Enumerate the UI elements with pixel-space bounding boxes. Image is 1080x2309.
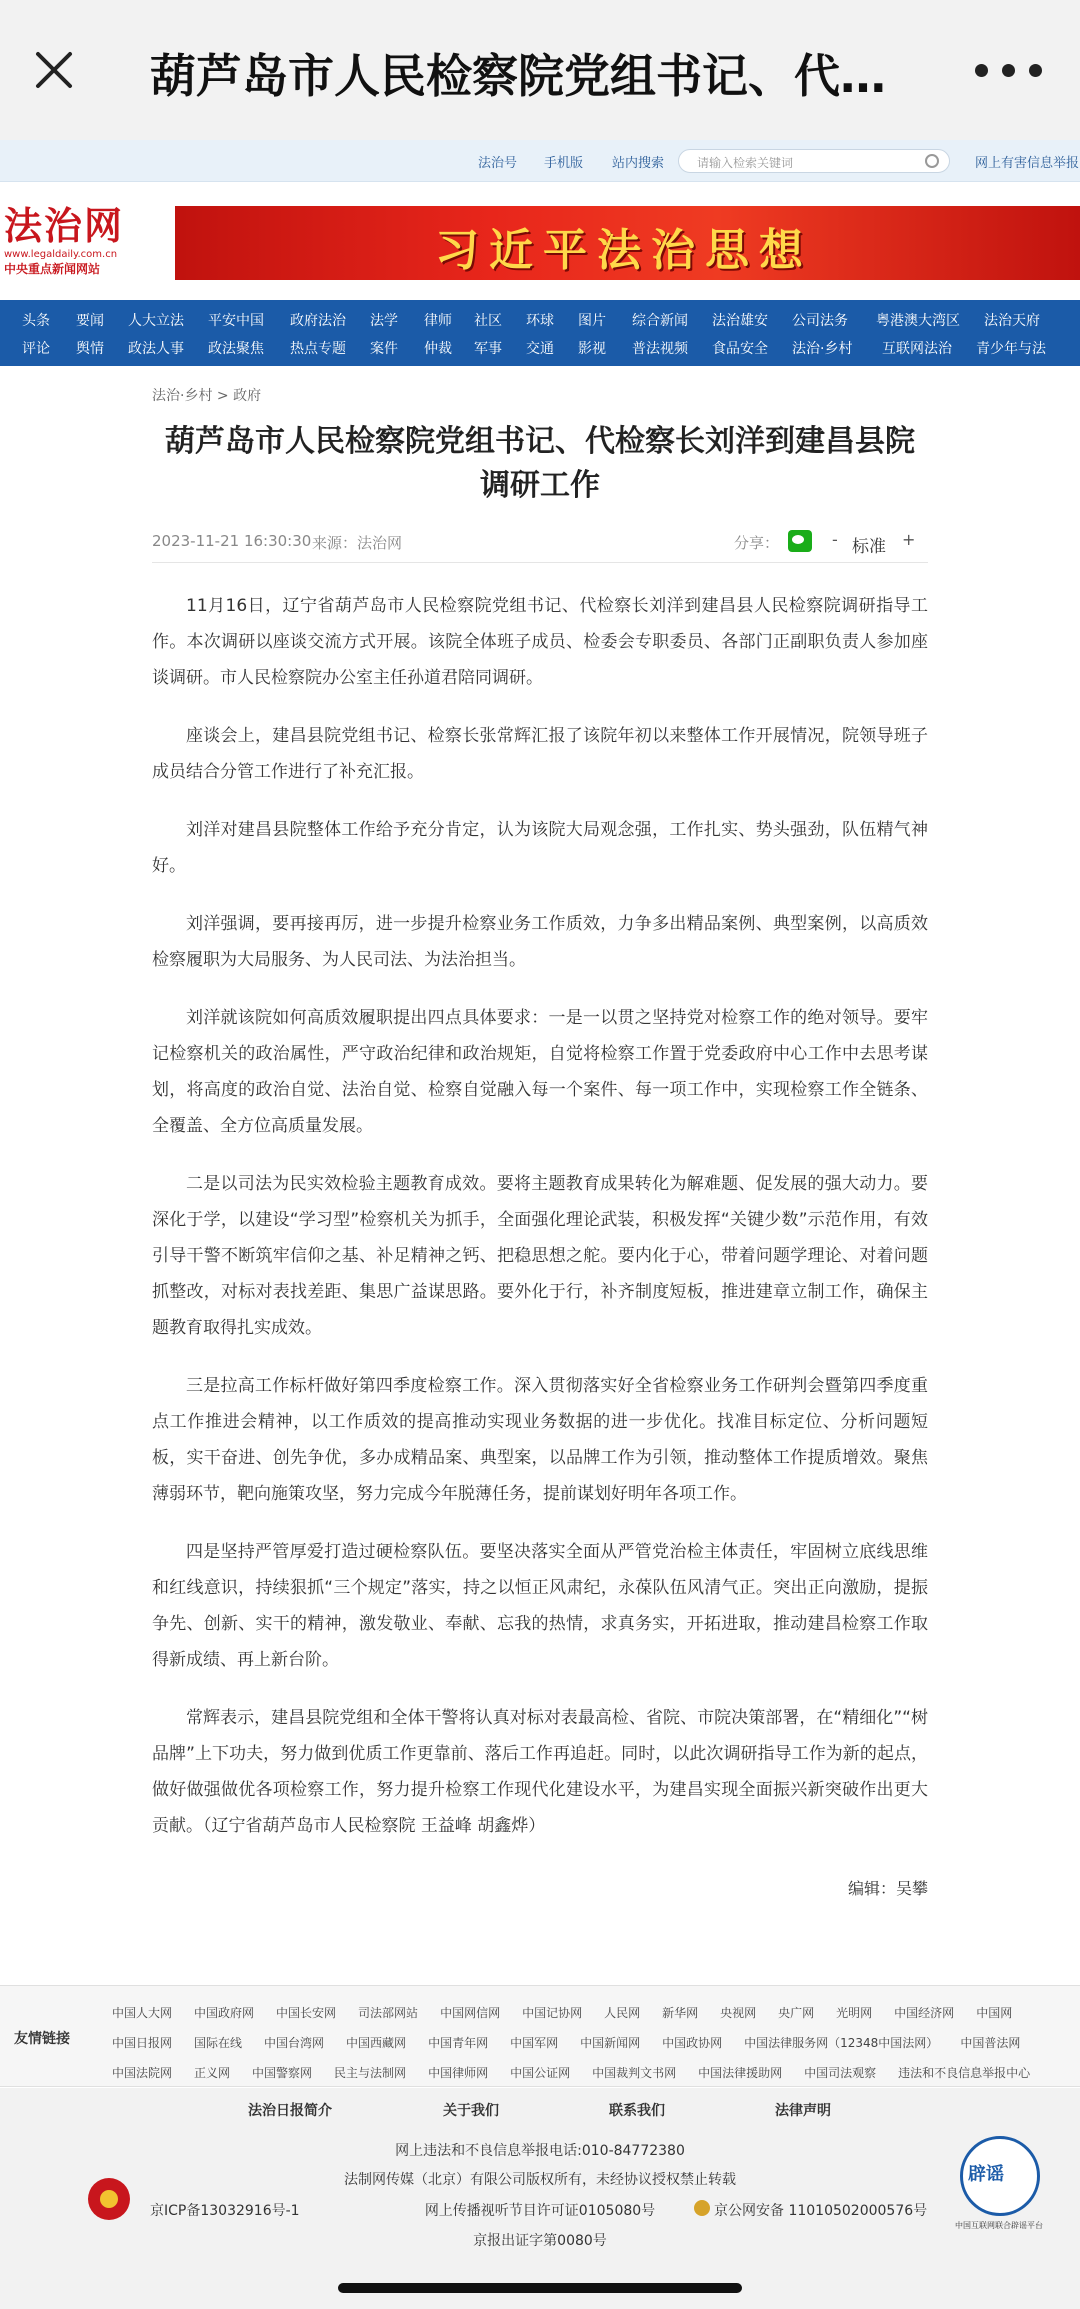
article-paragraph: 常辉表示，建昌县院党组和全体干警将认真对标对表最高检、省院、市院决策部署，在“精细化”“树品牌”上下功夫，努力做到优质工作更靠前、落后工作再追赶。同时，以此次调研指导工作为新的起点，做好做强做优各项检察工作，努力提升检察工作现代化建设水平，为建昌实现全面振兴新突破作出更大贡献。（辽宁省葫芦岛市人民检察院 王益峰 胡鑫烨） — [152, 1708, 928, 1836]
friend-link[interactable]: 国际在线 — [194, 2036, 243, 2050]
publish-date: 2023-11-21 16:30:30 — [152, 532, 312, 550]
nav-item[interactable]: 环球 — [526, 313, 554, 329]
friend-link[interactable]: 中国普法网 — [960, 2036, 1021, 2050]
nav-item[interactable]: 法治·乡村 — [792, 341, 853, 357]
friend-link[interactable]: 中国律师网 — [428, 2066, 489, 2080]
friend-link[interactable]: 司法部网站 — [358, 2006, 419, 2020]
police-badge-icon — [694, 2200, 710, 2216]
friend-links-row — [112, 1998, 1072, 2028]
friend-link[interactable]: 中国网信网 — [440, 2006, 501, 2020]
nav-item[interactable]: 社区 — [474, 313, 502, 329]
nav-item[interactable]: 政府法治 — [290, 313, 346, 329]
close-icon[interactable] — [32, 48, 76, 92]
friend-link[interactable]: 中国政协网 — [662, 2036, 723, 2050]
nav-item[interactable]: 平安中国 — [208, 313, 264, 329]
search-input[interactable]: 请输入检索关键词 — [678, 149, 950, 173]
friend-link[interactable]: 民主与法制网 — [334, 2066, 407, 2080]
friend-link[interactable]: 违法和不良信息举报中心 — [898, 2066, 1031, 2080]
breadcrumb[interactable]: 法治·乡村 > 政府 — [152, 388, 262, 404]
nav-item[interactable]: 军事 — [474, 341, 502, 357]
home-indicator[interactable] — [338, 2283, 742, 2293]
article-paragraph: 三是拉高工作标杆做好第四季度检察工作。深入贯彻落实好全省检察业务工作研判会暨第四季度重点工作推进会精神，以工作质效的提高推动实现业务数据的进一步优化。找准目标定位、分析问题短板，实干奋进、创先争优，多办成精品案、典型案，以品牌工作为引领，推动整体工作提质增效。聚焦薄弱环节，靶向施策攻坚，努力完成今年脱薄任务，提前谋划好明年各项工作。 — [152, 1376, 928, 1504]
friend-link[interactable]: 中国台湾网 — [264, 2036, 325, 2050]
fazhihao-link[interactable]: 法治号 — [478, 156, 518, 171]
nav-item[interactable]: 政法人事 — [128, 341, 184, 357]
friend-link[interactable]: 央广网 — [778, 2006, 815, 2020]
friend-link[interactable]: 中国司法观察 — [804, 2066, 877, 2080]
font-size-label: 标准 — [852, 537, 886, 557]
article-meta — [152, 530, 928, 557]
article-title: 葫芦岛市人民检察院党组书记、代检察长刘洋到建昌县院调研工作 — [165, 424, 915, 503]
friend-link[interactable]: 中国长安网 — [276, 2006, 337, 2020]
friend-link[interactable]: 中国经济网 — [894, 2006, 955, 2020]
friend-links-row — [112, 2028, 1072, 2058]
friend-link[interactable]: 中国警察网 — [252, 2066, 313, 2080]
friend-link[interactable]: 中国法律服务网（12348中国法网） — [744, 2036, 939, 2050]
font-increase-button[interactable]: + — [902, 530, 916, 549]
press-license: 京报出证字第0080号 — [473, 2233, 607, 2249]
friend-link[interactable]: 中国西藏网 — [346, 2036, 407, 2050]
friend-links-list — [112, 1998, 1072, 2088]
nav-row-1 — [0, 306, 1080, 334]
utility-bar — [0, 140, 1080, 182]
nav-item[interactable]: 综合新闻 — [632, 313, 688, 329]
friend-link[interactable]: 中国青年网 — [428, 2036, 489, 2050]
nav-item[interactable]: 粤港澳大湾区 — [876, 313, 960, 329]
share-label: 分享： — [734, 534, 780, 552]
divider — [152, 562, 928, 563]
wechat-icon[interactable] — [788, 530, 812, 552]
police-record[interactable]: 京公网安备 11010502000576号 — [714, 2203, 928, 2219]
nav-item[interactable]: 政法聚焦 — [208, 341, 264, 357]
friend-link[interactable]: 中国政府网 — [194, 2006, 255, 2020]
main-nav — [0, 300, 1080, 366]
nav-row-2 — [0, 334, 1080, 362]
footer-link[interactable]: 法治日报简介 — [248, 2103, 332, 2119]
copyright: 法制网传媒（北京）有限公司版权所有，未经协议授权禁止转载 — [344, 2172, 736, 2188]
nav-item[interactable]: 人大立法 — [128, 313, 184, 329]
rumor-refute-label: 辟谣 — [968, 2164, 1004, 2185]
article-paragraph: 刘洋就该院如何高质效履职提出四点具体要求：一是一以贯之坚持党对检察工作的绝对领导。要牢记检察机关的政治属性，严守政治纪律和政治规矩，自觉将检察工作置于党委政府中心工作中去思考谋划，将高度的政治自觉、法治自觉、检察自觉融入每一个案件、每一项工作中，实现检察工作全链条、全覆盖、全方位高质量发展。 — [152, 1008, 928, 1136]
nav-item[interactable]: 青少年与法 — [976, 341, 1046, 357]
article-source: 来源：法治网 — [312, 534, 403, 552]
nav-item[interactable]: 案件 — [370, 341, 398, 357]
article-body — [152, 588, 928, 1866]
browser-top-bar — [0, 0, 1080, 140]
page-title: 葫芦岛市人民检察院党组书记、代… — [150, 49, 886, 103]
nav-item[interactable]: 评论 — [22, 341, 50, 357]
site-header — [0, 182, 1080, 292]
report-phone: 网上违法和不良信息举报电话:010-84772380 — [395, 2143, 685, 2159]
site-footer — [0, 2088, 1080, 2309]
nav-item[interactable]: 头条 — [22, 313, 50, 329]
nav-item[interactable]: 图片 — [578, 313, 606, 329]
article-paragraph: 刘洋强调，要再接再厉，进一步提升检察业务工作质效，力争多出精品案例、典型案例，以高质效检察履职为大局服务、为人民司法、为法治担当。 — [152, 914, 928, 970]
nav-item[interactable]: 要闻 — [76, 313, 104, 329]
banner[interactable]: 习近平法治思想 — [175, 206, 1080, 280]
nav-item[interactable]: 普法视频 — [632, 341, 688, 357]
nav-item[interactable]: 舆情 — [76, 341, 104, 357]
nav-item[interactable]: 互联网法治 — [882, 341, 952, 357]
friend-link[interactable]: 中国日报网 — [112, 2036, 173, 2050]
article-paragraph: 二是以司法为民实效检验主题教育成效。要将主题教育成果转化为解难题、促发展的强大动力。要深化于学，以建设“学习型”检察机关为抓手，全面强化理论武装，积极发挥“关键少数”示范作用，有效引导干警不断筑牢信仰之基、补足精神之钙、把稳思想之舵。要内化于心，带着问题学理论、对着问题抓整改，对标对表找差距、集思广益谋思路。要外化于行，补齐制度短板，推进建章立制工作，确保主题教育取得扎实成效。 — [152, 1174, 928, 1338]
font-decrease-button[interactable]: - — [832, 530, 838, 549]
nav-item[interactable]: 影视 — [578, 341, 606, 357]
site-logo[interactable]: 法治网 www.legaldaily.com.cn 中央重点新闻网站 — [4, 203, 125, 276]
site-search-label: 站内搜索 — [612, 156, 665, 171]
report-link[interactable]: 网上有害信息举报 — [975, 156, 1080, 171]
nav-item[interactable]: 交通 — [526, 341, 554, 357]
friend-link[interactable]: 人民网 — [604, 2006, 641, 2020]
friend-links-label: 友情链接 — [14, 2031, 70, 2047]
friend-link[interactable]: 中国公证网 — [510, 2066, 571, 2080]
friend-link[interactable]: 中国法院网 — [112, 2066, 173, 2080]
nav-item[interactable]: 公司法务 — [792, 313, 848, 329]
article-paragraph: 座谈会上，建昌县院党组书记、检察长张常辉汇报了该院年初以来整体工作开展情况，院领导班子成员结合分管工作进行了补充汇报。 — [152, 726, 928, 782]
friend-links-row — [112, 2058, 1072, 2088]
editor-credit: 编辑：吴攀 — [847, 1879, 928, 1898]
friend-link[interactable]: 中国新闻网 — [580, 2036, 641, 2050]
nav-item[interactable]: 法治天府 — [984, 313, 1040, 329]
friend-link[interactable]: 中国裁判文书网 — [592, 2066, 677, 2080]
friend-link[interactable]: 中国记协网 — [522, 2006, 583, 2020]
article-paragraph: 刘洋对建昌县院整体工作给予充分肯定，认为该院大局观念强，工作扎实、势头强劲，队伍精气神好。 — [152, 820, 928, 876]
footer-link[interactable]: 联系我们 — [609, 2103, 665, 2119]
nav-item[interactable]: 律师 — [424, 313, 452, 329]
nav-item[interactable]: 食品安全 — [712, 341, 768, 357]
rumor-refute-sub: 中国互联网联合辟谣平台 — [955, 2221, 1043, 2230]
icp-number[interactable]: 京ICP备13032916号-1 — [150, 2203, 300, 2219]
nav-item[interactable]: 仲裁 — [424, 341, 452, 357]
more-icon[interactable] — [975, 62, 1065, 82]
search-icon[interactable] — [925, 154, 939, 168]
friend-link[interactable]: 中国网 — [976, 2006, 1013, 2020]
friend-link[interactable]: 光明网 — [836, 2006, 873, 2020]
friend-link[interactable]: 中国法律援助网 — [698, 2066, 783, 2080]
footer-link[interactable]: 法律声明 — [775, 2103, 831, 2119]
nav-item[interactable]: 热点专题 — [290, 341, 346, 357]
friend-link[interactable]: 中国军网 — [510, 2036, 559, 2050]
nav-item[interactable]: 法治雄安 — [712, 313, 768, 329]
friend-link[interactable]: 中国人大网 — [112, 2006, 173, 2020]
friend-link[interactable]: 正义网 — [194, 2066, 231, 2080]
friend-link[interactable]: 央视网 — [720, 2006, 757, 2020]
footer-link[interactable]: 关于我们 — [443, 2103, 499, 2119]
av-license: 网上传播视听节目许可证0105080号 — [424, 2203, 656, 2219]
nav-item[interactable]: 法学 — [370, 313, 398, 329]
mobile-link[interactable]: 手机版 — [544, 156, 584, 171]
friend-links — [0, 1985, 1080, 2087]
friend-link[interactable]: 新华网 — [662, 2006, 699, 2020]
article-paragraph: 11月16日，辽宁省葫芦岛市人民检察院党组书记、代检察长刘洋到建昌县人民检察院调研指导工作。本次调研以座谈交流方式开展。该院全体班子成员、检委会专职委员、各部门正副职负责人参加座谈调研。市人民检察院办公室主任孙道君陪同调研。 — [152, 596, 928, 688]
article-paragraph: 四是坚持严管厚爱打造过硬检察队伍。要坚决落实全面从严管党治检主体责任，牢固树立底线思维和红线意识，持续狠抓“三个规定”落实，持之以恒正风肃纪，永葆队伍风清气正。突出正向激励，提振争先、创新、实干的精神，激发敬业、奉献、忘我的热情，求真务实，开拓进取，推动建昌检察工作取得新成绩、再上新台阶。 — [152, 1542, 928, 1670]
